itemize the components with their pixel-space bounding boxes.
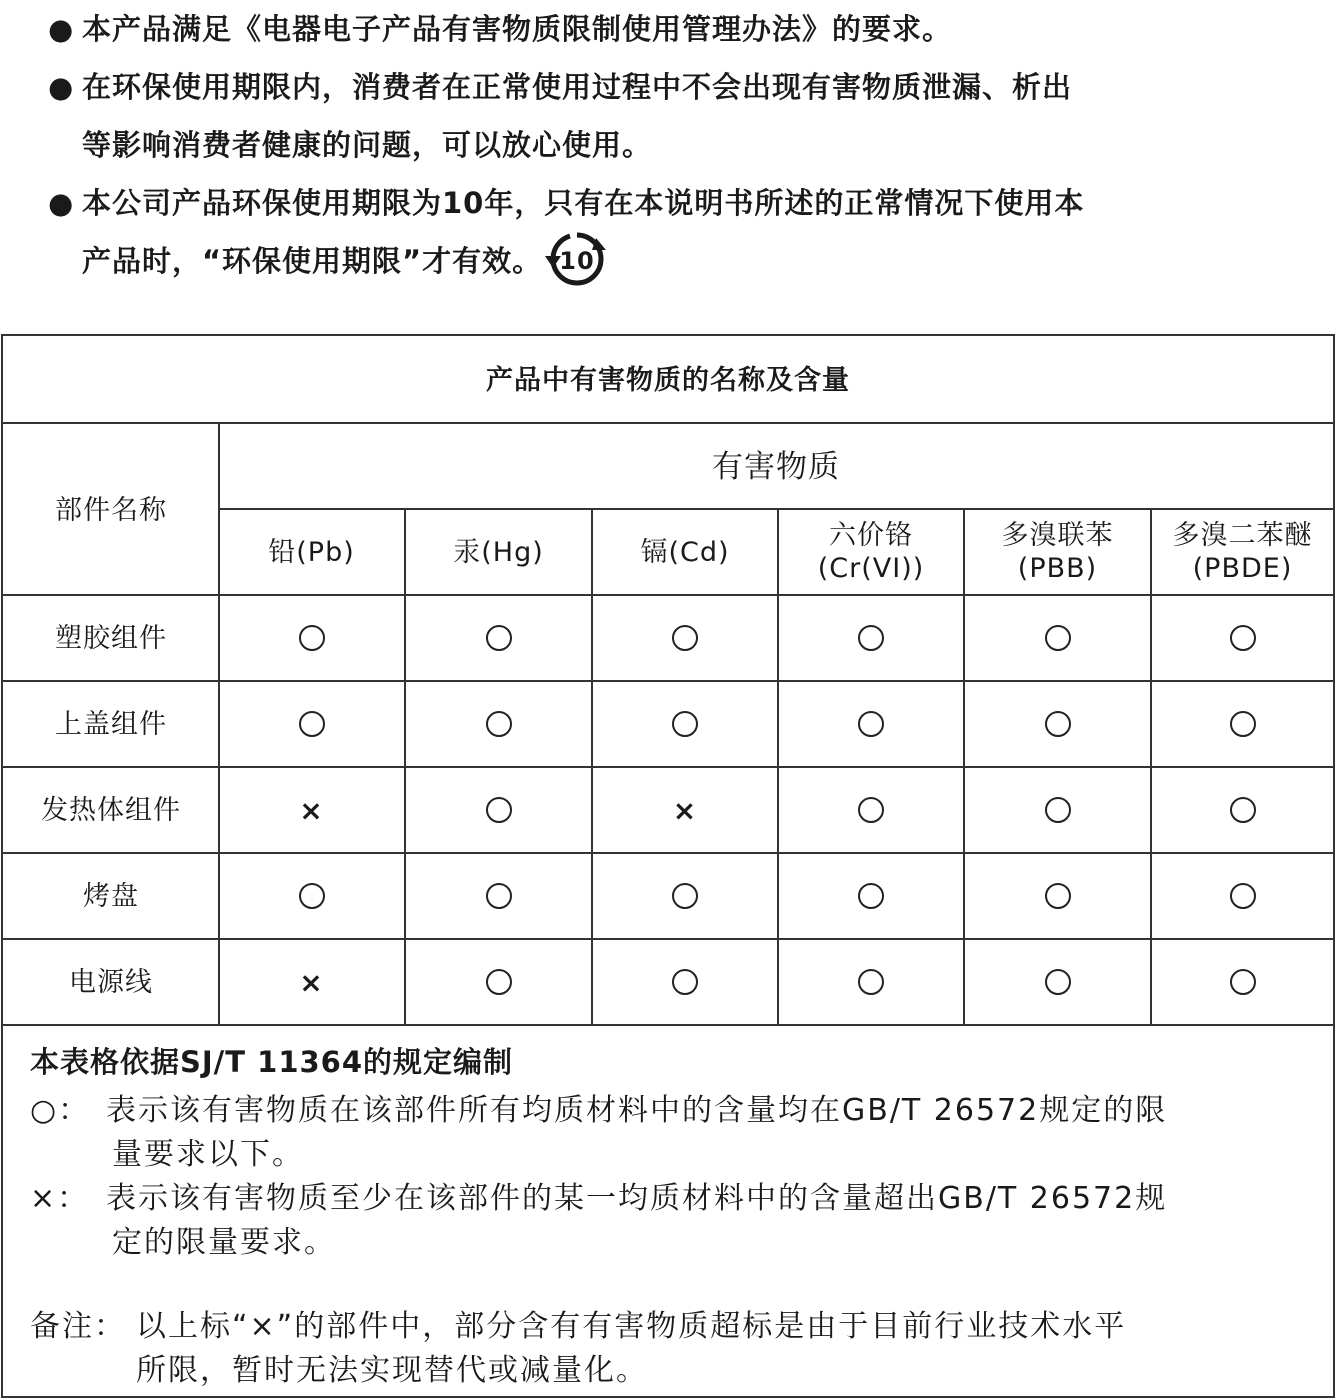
substance-column-header: [779, 510, 963, 594]
substance-symbol: (Cr(VI)): [817, 553, 925, 584]
table-cell: [779, 682, 963, 766]
compliant-circle-icon: [1045, 883, 1071, 909]
part-name-cell: 电源线: [69, 966, 153, 998]
table-cell: [219, 596, 404, 680]
compliant-circle-icon: [672, 711, 698, 737]
bullet-dot-icon: ●: [48, 12, 75, 46]
table-cell: [1152, 596, 1333, 680]
exceeds-cross-icon: ×: [672, 793, 698, 827]
statement-2: [48, 58, 1328, 174]
compliant-circle-icon: [1230, 625, 1256, 651]
compliant-circle-icon: [858, 969, 884, 995]
compliant-circle-icon: [1230, 883, 1256, 909]
compliant-circle-icon: [299, 625, 325, 651]
substance-column-header: [593, 510, 777, 594]
substance-symbol: (PBDE): [1192, 553, 1293, 584]
note-circle-line-2: 量要求以下。: [112, 1137, 304, 1172]
compliance-statements: [48, 0, 1328, 290]
statement-3-line-2: [82, 232, 1328, 290]
table-cell: [965, 596, 1150, 680]
compliant-circle-icon: [299, 883, 325, 909]
statement-1: [48, 0, 1328, 58]
compliant-circle-icon: [1230, 969, 1256, 995]
epup-10-icon: [544, 230, 610, 288]
compliant-circle-icon: [858, 711, 884, 737]
table-cell: [1152, 682, 1333, 766]
table-cell: [593, 768, 777, 852]
substance-column-header: [406, 510, 591, 594]
table-cell: [219, 768, 404, 852]
substance-name: 镉(Cd): [640, 536, 730, 568]
substance-column-header: [1152, 510, 1333, 594]
compliant-circle-icon: [858, 797, 884, 823]
table-cell: [593, 940, 777, 1024]
statement-1-line-1: 本产品满足《电器电子产品有害物质限制使用管理办法》的要求。: [82, 12, 953, 46]
compliant-circle-icon: [1045, 969, 1071, 995]
compliant-circle-icon: [672, 969, 698, 995]
statement-2-line-2: 等影响消费者健康的问题，可以放心使用。: [82, 128, 653, 162]
table-cell: [965, 682, 1150, 766]
table-cell: [219, 854, 404, 938]
exceeds-cross-icon: ×: [299, 965, 324, 999]
note-cross: [30, 1177, 1320, 1265]
table-notes: [30, 1040, 1320, 1393]
remark-line-2: 所限，暂时无法实现替代或减量化。: [136, 1353, 648, 1388]
notes-title: 本表格依据SJ/T 11364的规定编制: [30, 1045, 514, 1079]
compliant-circle-icon: [1230, 797, 1256, 823]
substance-name: 六价铬: [829, 520, 913, 551]
part-name-header: 部件名称: [55, 494, 167, 526]
part-name-cell: 发热体组件: [41, 794, 181, 826]
bullet-dot-icon: ●: [48, 186, 75, 220]
table-cell: [593, 682, 777, 766]
compliant-circle-icon: [1230, 711, 1256, 737]
note-cross-symbol: ×：: [30, 1181, 90, 1216]
remark-label: 备注：: [30, 1309, 126, 1344]
table-cell: [593, 854, 777, 938]
epup-badge-number: 10: [559, 247, 595, 275]
table-cell: [779, 768, 963, 852]
substance-column-header: [965, 510, 1150, 594]
note-circle: [30, 1089, 1320, 1177]
table-cell: [779, 854, 963, 938]
table-cell: [406, 682, 591, 766]
compliant-circle-icon: [672, 883, 698, 909]
table-cell: [965, 940, 1150, 1024]
statement-2-line-1: 在环保使用期限内，消费者在正常使用过程中不会出现有害物质泄漏、析出: [82, 70, 1073, 104]
table-cell: [406, 596, 591, 680]
compliant-circle-icon: [1045, 797, 1071, 823]
bullet-dot-icon: ●: [48, 70, 75, 104]
substance-symbol: (PBB): [1017, 553, 1098, 584]
compliant-circle-icon: [486, 625, 512, 651]
note-cross-line-2: 定的限量要求。: [112, 1225, 336, 1260]
substance-name: 汞(Hg): [453, 536, 544, 568]
substance-name: 多溴联苯: [1001, 520, 1114, 551]
part-name-cell: 烤盘: [83, 880, 139, 912]
table-cell: [406, 940, 591, 1024]
substance-column-header: [219, 510, 404, 594]
substance-name: 多溴二苯醚: [1172, 520, 1313, 551]
table-cell: [779, 596, 963, 680]
substance-header: 有害物质: [712, 448, 840, 485]
compliant-circle-icon: [486, 969, 512, 995]
table-cell: [965, 854, 1150, 938]
exceeds-cross-icon: ×: [299, 793, 324, 827]
compliant-circle-icon: [672, 625, 698, 651]
table-cell: [965, 768, 1150, 852]
compliant-circle-icon: [299, 711, 325, 737]
compliant-circle-icon: [858, 625, 884, 651]
compliant-circle-icon: [486, 797, 512, 823]
table-cell: [779, 940, 963, 1024]
table-title: 产品中有害物质的名称及含量: [486, 364, 850, 396]
compliant-circle-icon: [858, 883, 884, 909]
table-cell: [593, 596, 777, 680]
statement-3-line-2-text: 产品时，“环保使用期限”才有效。: [82, 244, 543, 278]
table-cell: [1152, 854, 1333, 938]
part-name-cell: 塑胶组件: [55, 622, 167, 654]
note-circle-symbol: ○：: [30, 1093, 91, 1128]
compliant-circle-icon: [486, 883, 512, 909]
note-cross-line-1: 表示该有害物质至少在该部件的某一均质材料中的含量超出GB/T 26572规: [106, 1181, 1168, 1216]
remark: [30, 1305, 1320, 1393]
statement-3: [48, 174, 1328, 290]
substance-name: 铅(Pb): [268, 536, 355, 568]
table-cell: [406, 768, 591, 852]
remark-line-1: 以上标“×”的部件中，部分含有有害物质超标是由于目前行业技术水平: [136, 1309, 1127, 1344]
table-cell: [1152, 768, 1333, 852]
statement-3-line-1: 本公司产品环保使用期限为10年，只有在本说明书所述的正常情况下使用本: [82, 186, 1085, 220]
table-cell: [406, 854, 591, 938]
part-name-cell: 上盖组件: [55, 708, 167, 740]
table-cell: [219, 682, 404, 766]
compliant-circle-icon: [486, 711, 512, 737]
compliant-circle-icon: [1045, 625, 1071, 651]
note-circle-line-1: 表示该有害物质在该部件所有均质材料中的含量均在GB/T 26572规定的限: [106, 1093, 1168, 1128]
table-cell: [219, 940, 404, 1024]
compliant-circle-icon: [1045, 711, 1071, 737]
table-cell: [1152, 940, 1333, 1024]
